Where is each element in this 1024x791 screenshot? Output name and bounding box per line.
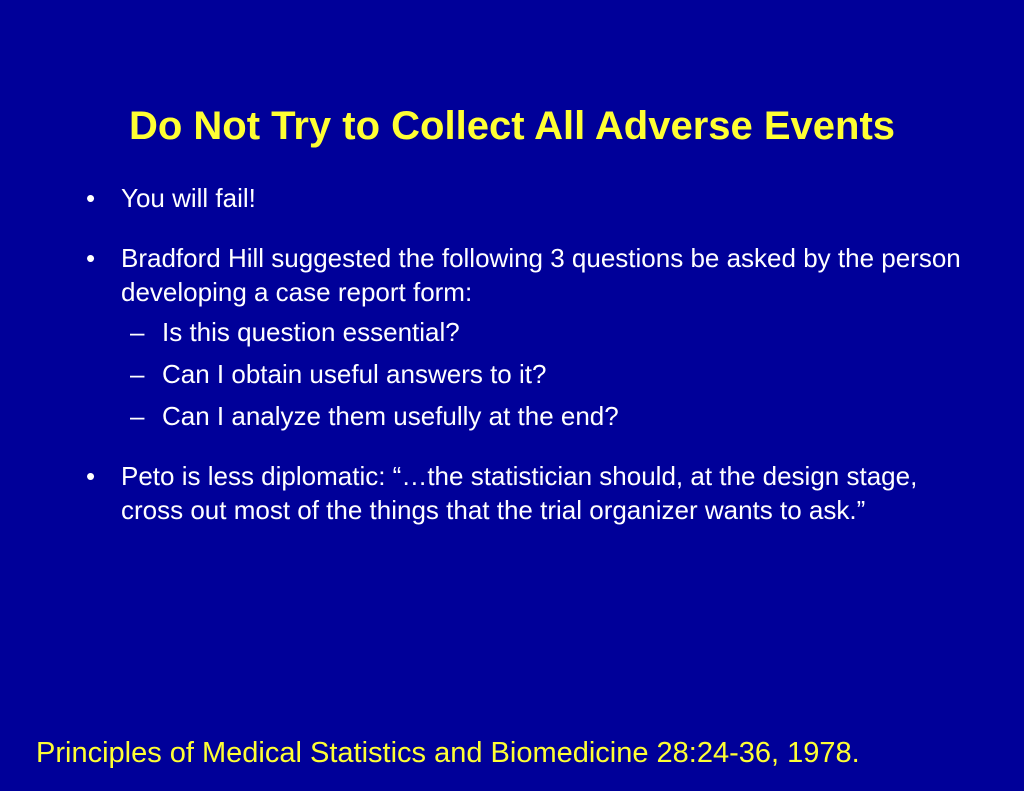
sub-bullet-item: [121, 357, 966, 391]
sub-bullet-text: Can I analyze them usefully at the end?: [162, 401, 619, 431]
sub-bullet-item: [121, 315, 966, 349]
bullet-text: Peto is less diplomatic: “…the statistician should, at the design stage, cross out most of the things that the trial organizer wants to ask.”: [121, 461, 918, 525]
bullet-marker: •: [86, 243, 96, 273]
bullet-text: You will fail!: [121, 183, 256, 213]
sub-bullet-text: Is this question essential?: [162, 317, 460, 347]
slide-title: Do Not Try to Collect All Adverse Events: [128, 104, 896, 148]
bullet-item-bradford-hill: [86, 241, 966, 433]
bullet-item-peto: [86, 459, 966, 527]
bullet-marker: •: [86, 461, 96, 491]
sub-bullet-marker: –: [130, 401, 145, 431]
bullet-marker: •: [86, 183, 96, 213]
sub-bullet-item: [121, 399, 966, 433]
bullet-list: [86, 181, 966, 553]
footer-citation: Principles of Medical Statistics and Biomedicine 28:24-36, 1978.: [36, 737, 860, 769]
sub-bullet-list: [121, 315, 966, 433]
sub-bullet-text: Can I obtain useful answers to it?: [162, 359, 547, 389]
bullet-text: Bradford Hill suggested the following 3 questions be asked by the person developing a case report form:: [121, 243, 961, 307]
sub-bullet-marker: –: [130, 359, 145, 389]
bullet-item-fail: [86, 181, 966, 215]
sub-bullet-marker: –: [130, 317, 145, 347]
